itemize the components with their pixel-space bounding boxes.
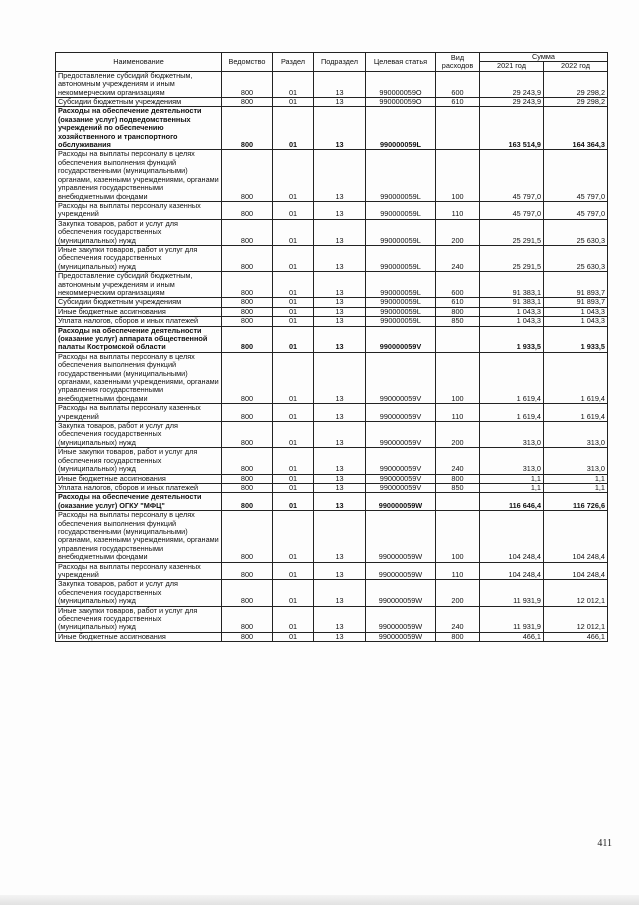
cell-dept: 800	[222, 606, 273, 632]
cell-target: 990000059W	[366, 606, 436, 632]
cell-name: Расходы на обеспечение деятельности (оказание услуг) аппарата общественной палаты Костромской области	[56, 326, 222, 352]
cell-section: 01	[273, 493, 314, 511]
cell-sum-2021: 25 291,5	[480, 245, 544, 271]
cell-subsection: 13	[314, 245, 366, 271]
cell-dept: 800	[222, 298, 273, 307]
cell-dept: 800	[222, 272, 273, 298]
cell-subsection: 13	[314, 201, 366, 219]
table-row	[56, 422, 608, 448]
cell-section: 01	[273, 483, 314, 492]
cell-sum-2021: 29 243,9	[480, 98, 544, 107]
cell-sum-2022: 29 298,2	[544, 71, 608, 97]
header-sum: Сумма	[480, 53, 608, 62]
cell-sum-2021: 1 619,4	[480, 352, 544, 403]
cell-dept: 800	[222, 632, 273, 641]
cell-dept: 800	[222, 562, 273, 580]
cell-sum-2021: 45 797,0	[480, 201, 544, 219]
cell-section: 01	[273, 562, 314, 580]
cell-sum-2022: 25 630,3	[544, 245, 608, 271]
cell-subsection: 13	[314, 562, 366, 580]
cell-exp-type: 110	[436, 201, 480, 219]
table-row	[56, 245, 608, 271]
cell-exp-type	[436, 326, 480, 352]
cell-exp-type: 800	[436, 307, 480, 316]
cell-target: 990000059L	[366, 245, 436, 271]
cell-sum-2022: 313,0	[544, 422, 608, 448]
header-name: Наименование	[56, 53, 222, 72]
cell-dept: 800	[222, 245, 273, 271]
cell-exp-type: 100	[436, 511, 480, 562]
cell-sum-2022: 1 043,3	[544, 307, 608, 316]
cell-dept: 800	[222, 493, 273, 511]
table-row	[56, 606, 608, 632]
cell-target: 990000059V	[366, 326, 436, 352]
cell-sum-2021: 163 514,9	[480, 107, 544, 150]
cell-sum-2022: 45 797,0	[544, 150, 608, 201]
cell-sum-2022: 1 619,4	[544, 404, 608, 422]
cell-exp-type: 200	[436, 219, 480, 245]
cell-name: Расходы на выплаты персоналу казенных учреждений	[56, 404, 222, 422]
cell-subsection: 13	[314, 150, 366, 201]
table-row	[56, 562, 608, 580]
cell-sum-2021: 1 043,3	[480, 317, 544, 326]
cell-name: Расходы на выплаты персоналу казенных учреждений	[56, 562, 222, 580]
cell-exp-type	[436, 107, 480, 150]
cell-exp-type: 110	[436, 562, 480, 580]
cell-sum-2022: 1 619,4	[544, 352, 608, 403]
cell-sum-2021: 466,1	[480, 632, 544, 641]
cell-section: 01	[273, 219, 314, 245]
cell-section: 01	[273, 245, 314, 271]
cell-target: 990000059L	[366, 150, 436, 201]
cell-target: 990000059W	[366, 511, 436, 562]
cell-dept: 800	[222, 98, 273, 107]
cell-subsection: 13	[314, 632, 366, 641]
cell-name: Предоставление субсидий бюджетным, автономным учреждениям и иным некоммерческим организациям	[56, 71, 222, 97]
cell-subsection: 13	[314, 606, 366, 632]
table-row	[56, 632, 608, 641]
table-row	[56, 404, 608, 422]
header-year-2021: 2021 год	[480, 62, 544, 71]
cell-dept: 800	[222, 150, 273, 201]
cell-name: Субсидии бюджетным учреждениям	[56, 298, 222, 307]
cell-sum-2022: 1 933,5	[544, 326, 608, 352]
cell-name: Расходы на обеспечение деятельности (оказание услуг) ОГКУ "МФЦ"	[56, 493, 222, 511]
table-row	[56, 307, 608, 316]
cell-section: 01	[273, 317, 314, 326]
cell-sum-2021: 104 248,4	[480, 562, 544, 580]
cell-exp-type: 600	[436, 272, 480, 298]
cell-sum-2022: 12 012,1	[544, 606, 608, 632]
cell-sum-2021: 1,1	[480, 474, 544, 483]
cell-section: 01	[273, 272, 314, 298]
cell-target: 990000059L	[366, 107, 436, 150]
header-exp-type: Вид расходов	[436, 53, 480, 72]
cell-name: Субсидии бюджетным учреждениям	[56, 98, 222, 107]
table-row	[56, 98, 608, 107]
cell-subsection: 13	[314, 493, 366, 511]
cell-exp-type: 110	[436, 404, 480, 422]
cell-target: 990000059О	[366, 71, 436, 97]
cell-subsection: 13	[314, 580, 366, 606]
cell-section: 01	[273, 606, 314, 632]
cell-name: Расходы на выплаты персоналу в целях обеспечения выполнения функций государственными (муниципальными) органами, казенными учреждениями, органами управления государственными внебюджетными фондами	[56, 511, 222, 562]
cell-sum-2022: 91 893,7	[544, 272, 608, 298]
cell-sum-2021: 1 619,4	[480, 404, 544, 422]
cell-name: Расходы на выплаты персоналу в целях обеспечения выполнения функций государственными (муниципальными) органами, казенными учреждениями, органами управления государственными внебюджетными фондами	[56, 150, 222, 201]
cell-name: Уплата налогов, сборов и иных платежей	[56, 317, 222, 326]
cell-target: 990000059L	[366, 298, 436, 307]
cell-target: 990000059L	[366, 317, 436, 326]
header-subsection: Подраздел	[314, 53, 366, 72]
table-row	[56, 448, 608, 474]
cell-dept: 800	[222, 201, 273, 219]
cell-target: 990000059О	[366, 98, 436, 107]
cell-target: 990000059L	[366, 201, 436, 219]
cell-sum-2022: 466,1	[544, 632, 608, 641]
cell-exp-type: 610	[436, 298, 480, 307]
cell-sum-2021: 45 797,0	[480, 150, 544, 201]
cell-name: Иные закупки товаров, работ и услуг для обеспечения государственных (муниципальных) нужд	[56, 448, 222, 474]
cell-sum-2022: 104 248,4	[544, 562, 608, 580]
cell-target: 990000059V	[366, 483, 436, 492]
cell-sum-2021: 1 933,5	[480, 326, 544, 352]
cell-sum-2021: 91 383,1	[480, 298, 544, 307]
table-row	[56, 219, 608, 245]
cell-dept: 800	[222, 352, 273, 403]
table-row-section	[56, 493, 608, 511]
cell-dept: 800	[222, 580, 273, 606]
cell-dept: 800	[222, 483, 273, 492]
cell-name: Расходы на выплаты персоналу в целях обеспечения выполнения функций государственными (муниципальными) органами, казенными учреждениями, органами управления государственными внебюджетными фондами	[56, 352, 222, 403]
cell-exp-type: 600	[436, 71, 480, 97]
cell-sum-2021: 11 931,9	[480, 606, 544, 632]
cell-sum-2022: 164 364,3	[544, 107, 608, 150]
cell-name: Предоставление субсидий бюджетным, автономным учреждениям и иным некоммерческим организациям	[56, 272, 222, 298]
scan-edge	[0, 895, 639, 905]
cell-target: 990000059V	[366, 352, 436, 403]
cell-exp-type: 200	[436, 580, 480, 606]
cell-section: 01	[273, 150, 314, 201]
cell-exp-type: 850	[436, 483, 480, 492]
cell-sum-2022: 91 893,7	[544, 298, 608, 307]
cell-section: 01	[273, 98, 314, 107]
table-row-section	[56, 326, 608, 352]
cell-dept: 800	[222, 404, 273, 422]
cell-name: Расходы на обеспечение деятельности (оказание услуг) подведомственных учреждений по обеспечению хозяйственного и транспортного обслуживания	[56, 107, 222, 150]
header-year-2022: 2022 год	[544, 62, 608, 71]
cell-exp-type: 240	[436, 606, 480, 632]
cell-exp-type	[436, 493, 480, 511]
cell-subsection: 13	[314, 474, 366, 483]
cell-section: 01	[273, 298, 314, 307]
cell-subsection: 13	[314, 219, 366, 245]
cell-section: 01	[273, 422, 314, 448]
cell-sum-2022: 29 298,2	[544, 98, 608, 107]
table-row	[56, 272, 608, 298]
cell-target: 990000059W	[366, 632, 436, 641]
cell-exp-type: 800	[436, 474, 480, 483]
cell-subsection: 13	[314, 307, 366, 316]
cell-target: 990000059L	[366, 219, 436, 245]
cell-dept: 800	[222, 511, 273, 562]
cell-subsection: 13	[314, 404, 366, 422]
cell-section: 01	[273, 307, 314, 316]
cell-subsection: 13	[314, 483, 366, 492]
cell-subsection: 13	[314, 107, 366, 150]
cell-section: 01	[273, 511, 314, 562]
cell-name: Иные бюджетные ассигнования	[56, 307, 222, 316]
cell-name: Закупка товаров, работ и услуг для обеспечения государственных (муниципальных) нужд	[56, 580, 222, 606]
cell-subsection: 13	[314, 326, 366, 352]
cell-sum-2021: 11 931,9	[480, 580, 544, 606]
cell-subsection: 13	[314, 298, 366, 307]
table-row	[56, 511, 608, 562]
cell-name: Иные бюджетные ассигнования	[56, 632, 222, 641]
cell-sum-2022: 1 043,3	[544, 317, 608, 326]
cell-dept: 800	[222, 317, 273, 326]
cell-section: 01	[273, 107, 314, 150]
cell-section: 01	[273, 71, 314, 97]
cell-section: 01	[273, 201, 314, 219]
cell-exp-type: 240	[436, 448, 480, 474]
table-row	[56, 317, 608, 326]
cell-sum-2022: 116 726,6	[544, 493, 608, 511]
budget-table	[55, 52, 608, 642]
cell-dept: 800	[222, 474, 273, 483]
cell-sum-2021: 29 243,9	[480, 71, 544, 97]
page-number: 411	[597, 838, 612, 849]
cell-dept: 800	[222, 448, 273, 474]
cell-sum-2022: 1,1	[544, 483, 608, 492]
table-row	[56, 71, 608, 97]
table-header-row	[56, 53, 608, 62]
cell-sum-2021: 104 248,4	[480, 511, 544, 562]
cell-subsection: 13	[314, 272, 366, 298]
cell-section: 01	[273, 474, 314, 483]
cell-dept: 800	[222, 307, 273, 316]
cell-sum-2022: 25 630,3	[544, 219, 608, 245]
cell-sum-2021: 313,0	[480, 448, 544, 474]
cell-section: 01	[273, 404, 314, 422]
cell-target: 990000059L	[366, 307, 436, 316]
cell-section: 01	[273, 632, 314, 641]
cell-subsection: 13	[314, 317, 366, 326]
cell-target: 990000059V	[366, 404, 436, 422]
cell-section: 01	[273, 326, 314, 352]
table-row-section	[56, 107, 608, 150]
cell-subsection: 13	[314, 448, 366, 474]
cell-sum-2021: 1,1	[480, 483, 544, 492]
cell-name: Иные закупки товаров, работ и услуг для обеспечения государственных (муниципальных) нужд	[56, 245, 222, 271]
header-target: Целевая статья	[366, 53, 436, 72]
table-row	[56, 352, 608, 403]
cell-target: 990000059W	[366, 493, 436, 511]
cell-name: Уплата налогов, сборов и иных платежей	[56, 483, 222, 492]
cell-exp-type: 850	[436, 317, 480, 326]
table-row	[56, 580, 608, 606]
cell-exp-type: 800	[436, 632, 480, 641]
cell-name: Иные закупки товаров, работ и услуг для обеспечения государственных (муниципальных) нужд	[56, 606, 222, 632]
cell-sum-2021: 1 043,3	[480, 307, 544, 316]
cell-subsection: 13	[314, 71, 366, 97]
cell-target: 990000059W	[366, 580, 436, 606]
cell-sum-2021: 91 383,1	[480, 272, 544, 298]
cell-subsection: 13	[314, 352, 366, 403]
cell-target: 990000059V	[366, 422, 436, 448]
cell-exp-type: 610	[436, 98, 480, 107]
cell-dept: 800	[222, 422, 273, 448]
cell-section: 01	[273, 448, 314, 474]
cell-sum-2022: 45 797,0	[544, 201, 608, 219]
cell-subsection: 13	[314, 422, 366, 448]
cell-exp-type: 100	[436, 150, 480, 201]
table-row	[56, 201, 608, 219]
header-dept: Ведомство	[222, 53, 273, 72]
cell-target: 990000059L	[366, 272, 436, 298]
cell-section: 01	[273, 580, 314, 606]
cell-name: Закупка товаров, работ и услуг для обеспечения государственных (муниципальных) нужд	[56, 219, 222, 245]
cell-sum-2022: 12 012,1	[544, 580, 608, 606]
cell-dept: 800	[222, 107, 273, 150]
cell-subsection: 13	[314, 511, 366, 562]
cell-name: Закупка товаров, работ и услуг для обеспечения государственных (муниципальных) нужд	[56, 422, 222, 448]
cell-target: 990000059W	[366, 562, 436, 580]
cell-target: 990000059V	[366, 448, 436, 474]
cell-name: Расходы на выплаты персоналу казенных учреждений	[56, 201, 222, 219]
cell-dept: 800	[222, 71, 273, 97]
cell-sum-2022: 313,0	[544, 448, 608, 474]
cell-exp-type: 240	[436, 245, 480, 271]
cell-section: 01	[273, 352, 314, 403]
cell-target: 990000059V	[366, 474, 436, 483]
table-row	[56, 298, 608, 307]
cell-sum-2021: 116 646,4	[480, 493, 544, 511]
table-row	[56, 474, 608, 483]
table-body	[56, 71, 608, 641]
cell-dept: 800	[222, 326, 273, 352]
cell-sum-2021: 313,0	[480, 422, 544, 448]
table-row	[56, 150, 608, 201]
header-section: Раздел	[273, 53, 314, 72]
cell-sum-2022: 1,1	[544, 474, 608, 483]
cell-exp-type: 200	[436, 422, 480, 448]
cell-exp-type: 100	[436, 352, 480, 403]
cell-sum-2021: 25 291,5	[480, 219, 544, 245]
cell-dept: 800	[222, 219, 273, 245]
cell-name: Иные бюджетные ассигнования	[56, 474, 222, 483]
table-row	[56, 483, 608, 492]
cell-subsection: 13	[314, 98, 366, 107]
cell-sum-2022: 104 248,4	[544, 511, 608, 562]
